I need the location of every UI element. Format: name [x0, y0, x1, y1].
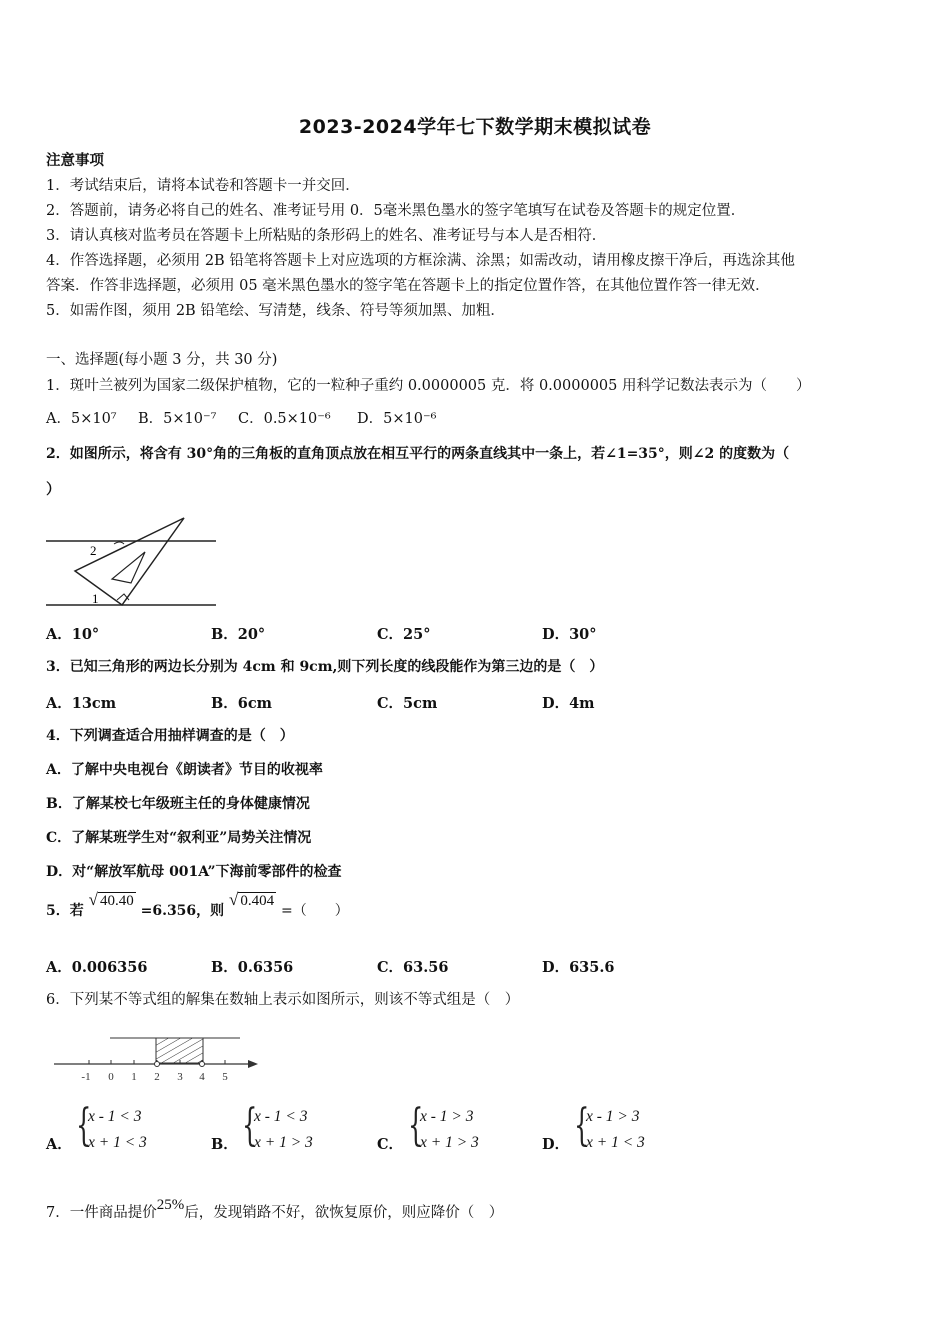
inequality: x + 1 < 3	[88, 1134, 147, 1151]
page-title: 2023-2024学年七下数学期末模拟试卷	[298, 116, 652, 138]
notice-item: 答案．作答非选择题，必须用 05 毫米黑色墨水的签字笔在答题卡上的指定位置作答，在其他位置作答一律无效．	[46, 278, 770, 294]
q5-option-a: A．0.006356	[46, 959, 148, 976]
question-6-stem: 6．下列某不等式组的解集在数轴上表示如图所示，则该不等式组是（ ）	[46, 992, 520, 1008]
tick-label: 4	[199, 1071, 205, 1083]
notice-heading: 注意事项	[46, 152, 104, 169]
q6-option-d-system	[586, 1104, 645, 1156]
question-1-stem: 1．斑叶兰被列为国家二级保护植物，它的一粒种子重约 0.0000005 克．将 0.0000005 用科学记数法表示为（ ）	[46, 378, 811, 394]
tick-label: -1	[81, 1071, 91, 1083]
question-7-stem	[46, 1197, 504, 1223]
q3-option-a: A．13cm	[46, 695, 117, 712]
q2-option-b: B．20°	[211, 626, 266, 643]
q1-option-a: A．5×10⁷	[46, 411, 117, 427]
notice-item: 5．如需作图，须用 2B 铅笔绘、写清楚，线条、符号等须加黑、加粗．	[46, 303, 505, 319]
q3-option-b: B．6cm	[211, 695, 273, 712]
q6-option-a-label: A．	[46, 1136, 72, 1153]
q7-prefix: 7．一件商品提价	[46, 1205, 157, 1221]
q2-option-a: A．10°	[46, 626, 100, 643]
q4-option-c: C．了解某班学生对“叙利亚”局势关注情况	[46, 830, 312, 846]
radicand-2: 0.404	[240, 893, 275, 909]
q1-option-b: B．5×10⁻⁷	[138, 411, 217, 427]
notice-item: 3．请认真核对监考员在答题卡上所粘贴的条形码上的姓名、准考证号与本人是否相符．	[46, 228, 607, 244]
q4-option-a: A．了解中央电视台《朗读者》节目的收视率	[46, 762, 323, 778]
sqrt-40-40: √ 40.40	[88, 890, 134, 909]
q6-option-a-system	[88, 1104, 147, 1156]
number-line-figure	[50, 1030, 265, 1086]
q5-suffix: =（ ）	[281, 903, 349, 919]
question-2-stem: 2．如图所示，将含有 30°角的三角板的直角顶点放在相互平行的两条直线其中一条上，若∠1=35°，则∠2 的度数为（	[46, 446, 790, 462]
section-heading: 一、选择题(每小题 3 分，共 30 分)	[46, 352, 278, 368]
radicand-1: 40.40	[99, 893, 134, 909]
tick-label: 5	[222, 1071, 228, 1083]
q5-option-c: C．63.56	[377, 959, 449, 976]
question-2-stem-end: ）	[46, 481, 61, 498]
q5-mid: =6.356，则	[140, 903, 225, 919]
question-5-stem	[46, 890, 349, 921]
inequality: x + 1 > 3	[420, 1134, 479, 1151]
brace-icon: {	[242, 1100, 258, 1151]
inequality: x - 1 < 3	[88, 1108, 142, 1125]
q7-percent: 25%	[156, 1197, 185, 1213]
q7-suffix: 后，发现销路不好，欲恢复原价，则应降价（ ）	[184, 1205, 504, 1221]
inequality: x - 1 < 3	[254, 1108, 308, 1125]
q3-option-c: C．5cm	[377, 695, 438, 712]
question-3-stem: 3．已知三角形的两边长分别为 4cm 和 9cm,则下列长度的线段能作为第三边的是（ ）	[46, 659, 604, 675]
q5-option-d: D．635.6	[542, 959, 615, 976]
tick-label: 3	[177, 1071, 183, 1083]
q6-option-c-label: C．	[377, 1136, 404, 1153]
tick-label: 1	[131, 1071, 137, 1083]
q1-option-d: D．5×10⁻⁶	[357, 411, 437, 427]
angle-1-label: 1	[92, 591, 99, 606]
q4-option-b: B．了解某校七年级班主任的身体健康情况	[46, 796, 310, 812]
q2-option-c: C．25°	[377, 626, 431, 643]
inequality: x + 1 < 3	[586, 1134, 645, 1151]
inequality: x - 1 > 3	[586, 1108, 640, 1125]
notice-item: 1．考试结束后，请将本试卷和答题卡一并交回．	[46, 178, 360, 194]
parallel-lines-triangle-figure	[44, 514, 219, 610]
q6-option-b-system	[254, 1104, 313, 1156]
q4-option-d: D．对“解放军航母 001A”下海前零部件的检查	[46, 864, 342, 880]
q6-option-d-label: D．	[542, 1136, 570, 1153]
tick-label: 0	[108, 1071, 114, 1083]
q6-option-c-system	[420, 1104, 479, 1156]
notice-item: 2．答题前，请务必将自己的姓名、准考证号用 0．5毫米黑色墨水的签字笔填写在试卷及答题卡的规定位置．	[46, 203, 746, 219]
brace-icon: {	[574, 1100, 590, 1151]
q5-option-b: B．0.6356	[211, 959, 294, 976]
brace-icon: {	[408, 1100, 424, 1151]
q1-option-c: C．0.5×10⁻⁶	[238, 411, 331, 427]
angle-2-label: 2	[90, 543, 97, 558]
notice-item: 4．作答选择题，必须用 2B 铅笔将答题卡上对应选项的方框涂满、涂黑；如需改动，请用橡皮擦干净后，再选涂其他	[46, 253, 795, 269]
sqrt-0-404: √ 0.404	[229, 890, 275, 909]
question-4-stem: 4．下列调查适合用抽样调查的是（ ）	[46, 728, 294, 744]
q5-prefix: 5．若	[46, 903, 84, 919]
tick-label: 2	[154, 1071, 160, 1083]
inequality: x - 1 > 3	[420, 1108, 474, 1125]
q3-option-d: D．4m	[542, 695, 595, 712]
q6-option-b-label: B．	[211, 1136, 238, 1153]
brace-icon: {	[76, 1100, 92, 1151]
inequality: x + 1 > 3	[254, 1134, 313, 1151]
q2-option-d: D．30°	[542, 626, 597, 643]
